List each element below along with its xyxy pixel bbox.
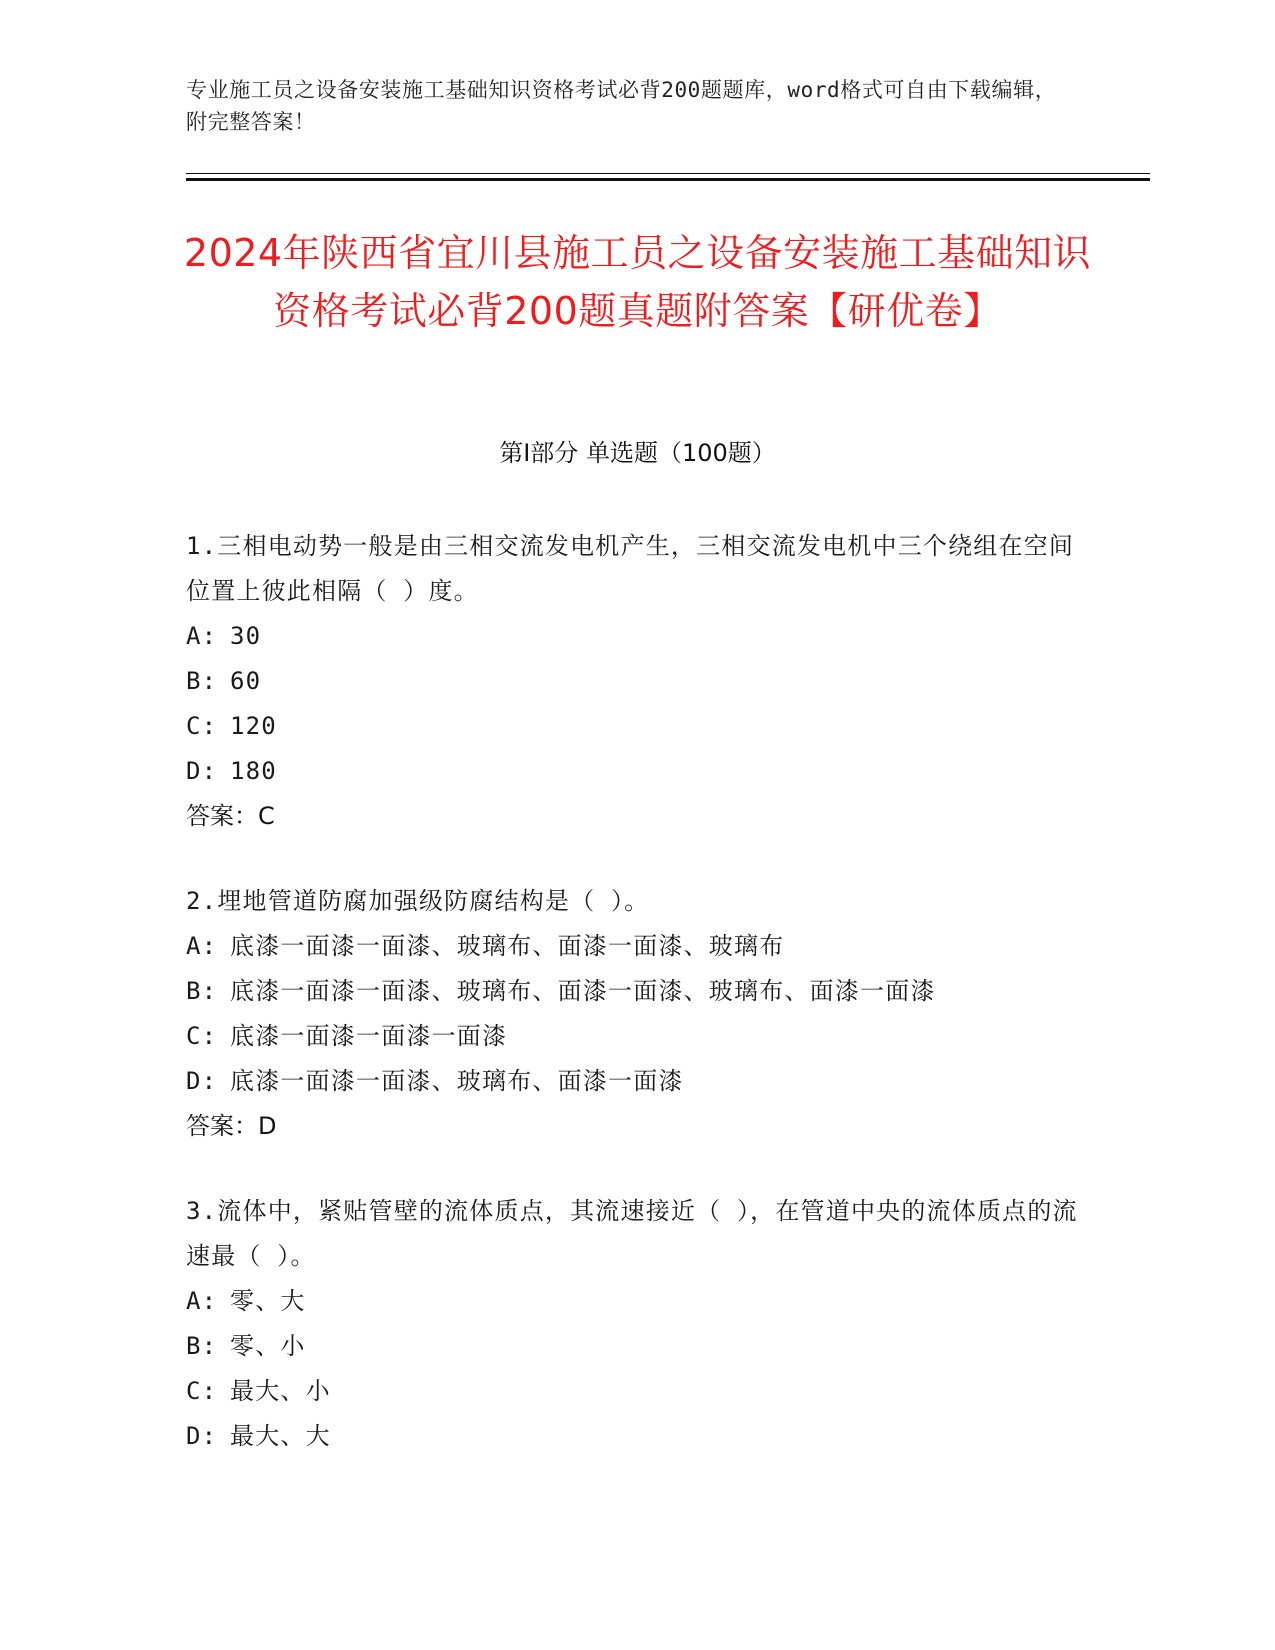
- option-text: 零、大: [230, 1287, 306, 1315]
- option-letter: D:: [186, 1422, 218, 1450]
- option-a: [186, 614, 1086, 659]
- question-stem: 2.埋地管道防腐加强级防腐结构是（ ）。: [186, 887, 650, 915]
- option-text: 最大、小: [230, 1377, 331, 1405]
- option-c: [186, 1369, 1086, 1414]
- option-c: [186, 1014, 1086, 1059]
- option-a: [186, 924, 1086, 969]
- question-stem: 1.三相电动势一般是由三相交流发电机产生，三相交流发电机中三个绕组在空间位置上彼此相隔（ ）度。: [186, 532, 1075, 605]
- option-b: [186, 1324, 1086, 1369]
- option-text: 底漆一面漆一面漆、玻璃布、面漆一面漆、玻璃布: [230, 932, 785, 960]
- option-d: [186, 1414, 1086, 1459]
- question-list: [186, 524, 1086, 1499]
- option-text: 底漆一面漆一面漆、玻璃布、面漆一面漆: [230, 1067, 684, 1095]
- option-text: 30: [230, 622, 262, 650]
- option-text: 60: [230, 667, 262, 695]
- option-text: 零、小: [230, 1332, 306, 1360]
- question-stem: 3.流体中，紧贴管壁的流体质点，其流速接近（ ），在管道中央的流体质点的流速最（ ）。: [186, 1197, 1078, 1270]
- question-2: [186, 879, 1086, 1149]
- option-letter: C:: [186, 712, 218, 740]
- option-text: 最大、大: [230, 1422, 331, 1450]
- option-letter: D:: [186, 757, 218, 785]
- header-note: 专业施工员之设备安装施工基础知识资格考试必背200题题库，word格式可自由下载编辑，附完整答案！: [186, 78, 1057, 134]
- option-letter: B:: [186, 667, 218, 695]
- option-letter: A:: [186, 932, 218, 960]
- option-text: 底漆一面漆一面漆一面漆: [230, 1022, 508, 1050]
- answer-line: 答案：C: [186, 802, 275, 830]
- option-letter: B:: [186, 1332, 218, 1360]
- question-3: [186, 1189, 1086, 1459]
- section-title: 第Ⅰ部分 单选题（100题）: [499, 439, 776, 467]
- option-d: [186, 1059, 1086, 1104]
- option-a: [186, 1279, 1086, 1324]
- option-d: [186, 749, 1086, 794]
- option-b: [186, 659, 1086, 704]
- option-letter: D:: [186, 1067, 218, 1095]
- option-letter: A:: [186, 622, 218, 650]
- option-c: [186, 704, 1086, 749]
- option-letter: C:: [186, 1377, 218, 1405]
- option-b: [186, 969, 1086, 1014]
- answer-line: 答案：D: [186, 1112, 277, 1140]
- header-rule-thin: [186, 173, 1150, 174]
- document-title: 2024年陕西省宜川县施工员之设备安装施工基础知识资格考试必背200题真题附答案【研优卷】: [183, 231, 1092, 333]
- option-letter: A:: [186, 1287, 218, 1315]
- option-text: 120: [230, 712, 277, 740]
- header-rule-thick: [186, 178, 1150, 181]
- option-text: 底漆一面漆一面漆、玻璃布、面漆一面漆、玻璃布、面漆一面漆: [230, 977, 936, 1005]
- question-1: [186, 524, 1086, 839]
- option-letter: C:: [186, 1022, 218, 1050]
- option-letter: B:: [186, 977, 218, 1005]
- option-text: 180: [230, 757, 277, 785]
